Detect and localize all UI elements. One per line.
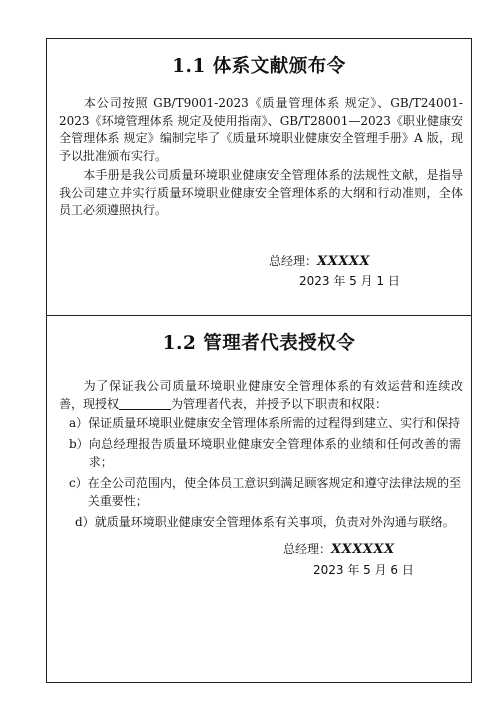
list-item-text: 保证质量环境职业健康安全管理体系所需的过程得到建立、实行和保持 (88, 416, 461, 430)
section1-title: 1.1 体系文献颁布令 (172, 56, 346, 77)
section2-signer-name: XXXXXX (331, 542, 395, 557)
section1-paragraph-1 (59, 95, 463, 165)
list-item-marker: a） (69, 416, 89, 430)
section1-paragraph-2 (59, 167, 463, 220)
section1-paragraph-1-text: 本公司按照 GB/T9001-2023《质量管理体系 规定》、GB/T24001-2023《环境管理体系 规定及使用指南》、GB/T28001—2023《职业健康安全管理体系 规定》编制完毕了《质量环境职业健康安全管理手册》A 版，现予以批准颁布实行。 (59, 96, 463, 163)
list-item (69, 513, 461, 531)
list-item (69, 414, 461, 432)
section2-title: 1.2 管理者代表授权令 (162, 333, 356, 354)
list-item-text: 就质量环境职业健康安全管理体系有关事项，负责对外沟通与联络。 (94, 515, 455, 529)
section2-intro (59, 378, 463, 413)
list-item (69, 435, 461, 471)
list-item-text: 在全公司范围内，使全体员工意识到满足顾客规定和遵守法律法规的至关重要性； (87, 476, 461, 508)
section2-date: 2023 年 5 月 6 日 (313, 563, 414, 577)
list-item (69, 474, 461, 510)
list-item-marker: c） (69, 476, 88, 490)
section1-signature (269, 252, 370, 269)
list-item-marker: b） (69, 437, 89, 451)
appointee-blank-line (119, 397, 171, 410)
section1-signer-name: XXXXX (317, 254, 370, 269)
section2-signature (283, 540, 395, 557)
list-item-text: 向总经理报告质量环境职业健康安全管理体系的业绩和任何改善的需求； (88, 437, 461, 469)
section2-signer-label: 总经理： (283, 542, 332, 556)
section1-paragraph-2-text: 本手册是我公司质量环境职业健康安全管理体系的法规性文献，是指导我公司建立并实行质量环境职业健康安全管理体系的大纲和行动准则，全体员工必须遵照执行。 (59, 168, 463, 218)
section2-intro-text-b: 为管理者代表，并授予以下职责和权限： (171, 396, 388, 411)
section1-signer-label: 总经理： (269, 254, 318, 268)
section1-date: 2023 年 5 月 1 日 (299, 274, 400, 288)
list-item-marker: d） (75, 515, 95, 529)
duties-list (69, 414, 461, 534)
section-divider (47, 315, 471, 316)
document-frame (46, 38, 472, 683)
section2-intro-text-a: 为了保证我公司质量环境职业健康安全管理体系的有效运营和连续改善，现授权 (59, 379, 463, 411)
